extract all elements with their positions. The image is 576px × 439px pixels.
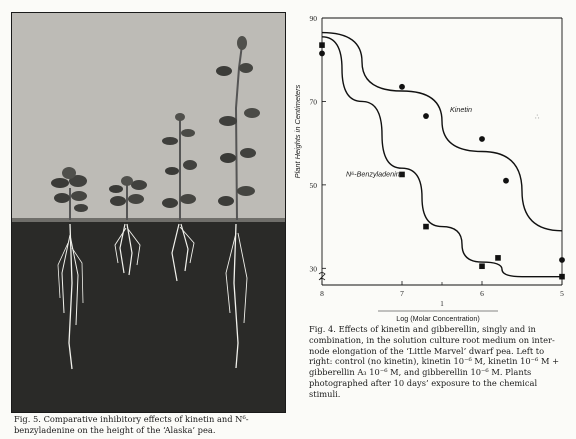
y-tick-label: 90 (309, 14, 317, 23)
x-tick-label: 5 (560, 289, 564, 298)
plant-photo-illustration (12, 13, 285, 412)
data-point-square (495, 255, 501, 261)
data-point-circle (399, 84, 405, 90)
photo-surface-line (12, 218, 285, 222)
figure5-label: Fig. 5. (14, 414, 41, 424)
height-chart-svg (286, 5, 571, 325)
plant-photograph (11, 12, 286, 413)
data-point-circle (503, 178, 509, 184)
y-axis-label: Plant Heights in Centimeters (293, 84, 302, 179)
figure4-caption (309, 324, 567, 400)
y-tick-label: 50 (309, 180, 317, 190)
y-tick-label: 30 (309, 264, 317, 274)
data-point-square (479, 263, 485, 269)
x-tick-label: 8 (320, 289, 324, 298)
data-point-circle (479, 136, 485, 142)
x-tick-label: 6 (480, 289, 484, 298)
x-minor-tick-label: 1 (440, 300, 444, 308)
fit-curve-circle (322, 33, 562, 231)
figure5-caption (14, 414, 284, 436)
figure4-label: Fig. 4. (309, 324, 336, 334)
data-point-circle (423, 113, 429, 119)
x-axis-label: Log (Molar Concentration) (396, 314, 480, 323)
stray-annotation-mark: ∴ (535, 113, 540, 121)
figure5-caption-text: Comparative inhibitory effects of kinetin and N⁶-benzyladenine on the height of the ‘Alaska’ pea. (14, 414, 249, 435)
data-point-square (423, 224, 429, 230)
fit-curve-square (322, 37, 562, 277)
y-tick-label: 70 (309, 97, 317, 107)
height-chart (286, 5, 571, 325)
x-tick-label: 7 (400, 289, 404, 298)
series-label-benzyladenine: N⁶-Benzyladenine (346, 169, 404, 179)
data-point-circle (559, 257, 565, 263)
data-point-circle (319, 51, 325, 57)
figure4-caption-text: Effects of kinetin and gibberellin, singly and in combination, in the solution culture root medium on inter-node elongation of the ‘Little Marvel’ dwarf pea. Left to right: control (no kinetin), kinetin 10⁻⁶ M, kinetin 10⁻⁶ M + gibberellin A₃ 10⁻⁶ M, and gibberellin 10⁻⁶ M. Plants photographed after 10 days’ exposure to the chemical stimuli. (309, 324, 560, 399)
data-point-square (559, 274, 565, 280)
series-label-kinetin: Kinetin (450, 104, 472, 114)
data-point-square (319, 42, 325, 48)
